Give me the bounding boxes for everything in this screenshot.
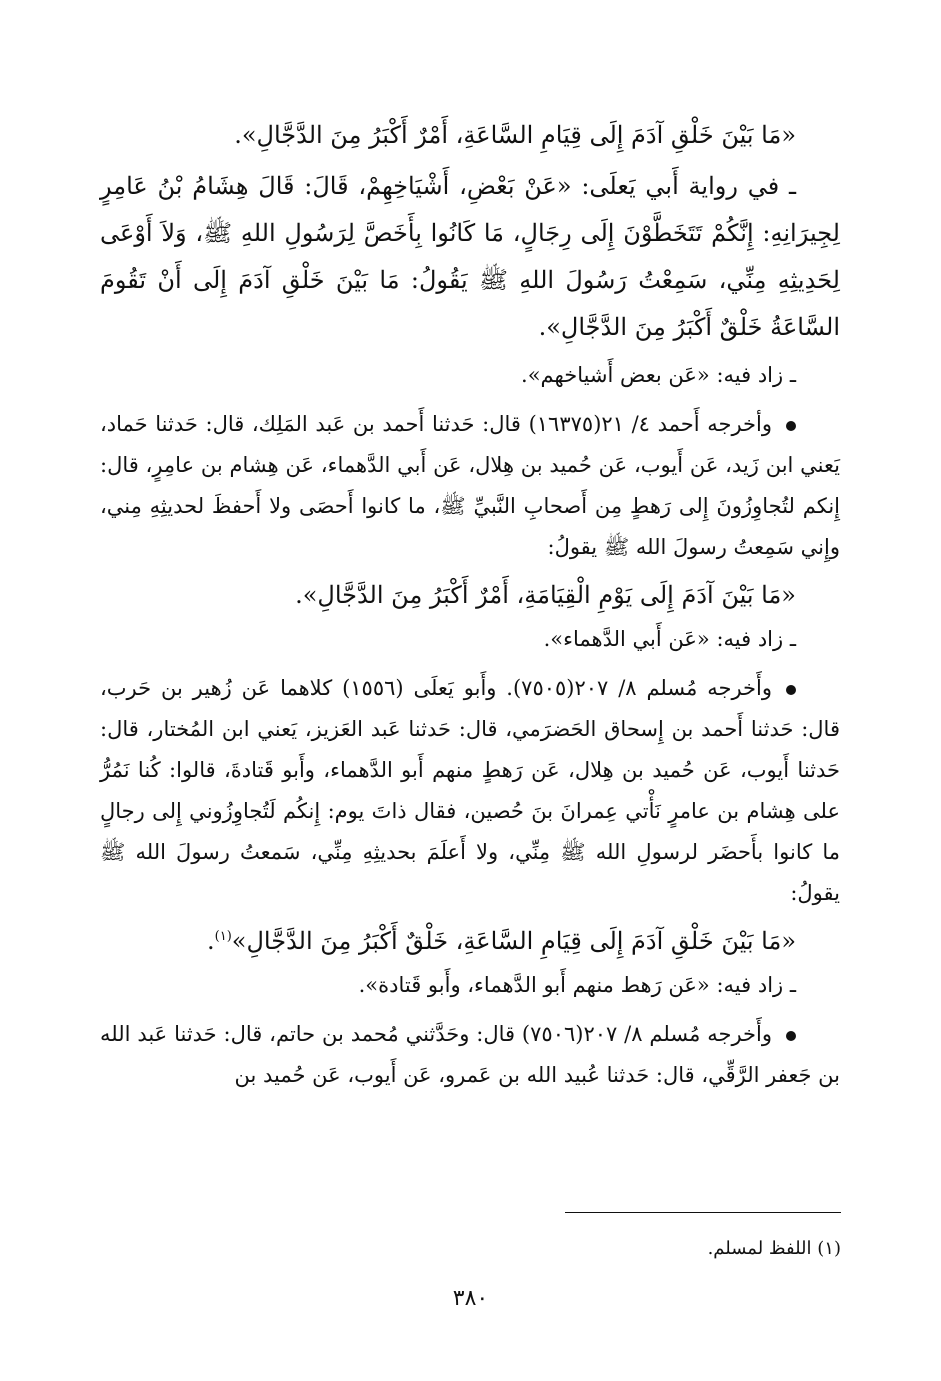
narration-abu-yala: ـ في رواية أَبي يَعلَى: «عَنْ بَعْضِ، أَشْيَاخِهِمْ، قَالَ: قَالَ هِشَامُ بْنُ عَامِرٍ لِجِيرَانِهِ: إِنَّكُمْ تَتَخَطَّوْنَ إِلَى رِجَالٍ، مَا كَانُوا بِأَخَصَّ لِرَسُولِ اللهِ ﷺ، وَلاَ أَوْعَى لِحَدِيثِهِ مِنِّي، سَمِعْتُ رَسُولَ اللهِ ﷺ يَقُولُ: مَا بَيْنَ خَلْقِ آدَمَ إِلَى أَنْ تَقُومَ السَّاعَةُ خَلْقٌ أَكْبَرُ مِنَ الدَّجَّالِ».: [100, 172, 840, 341]
bullet-icon: [786, 1031, 796, 1041]
page-body: [100, 112, 840, 1096]
takhrij-ahmad-text: وأخرجه أَحمد ٤/ ٢١(١٦٣٧٥) قال: حَدثنا أَحمد بن عَبد المَلِك، قال: حَدثنا حَماد، يَعني ابن زَيد، عَن أَيوب، عَن حُميد بن هِلال، عَن أَبي الدَّهماء، عَن هِشام بن عامِرٍ، قال: إِنكم لتُجاوِزُونَ إِلى رَهطٍ مِن أَصحابِ النَّبيِّ ﷺ، ما كانوا أَحصَى ولا أَحفظَ لحديثِهِ مِني، وإِني سَمِعتُ رسولَ الله ﷺ يقولُ:: [100, 412, 840, 559]
footnote-reference: (١): [214, 929, 232, 944]
addition-note-1: ـ زاد فيه: «عَن بعض أَشياخهم».: [521, 363, 796, 387]
addition-note-3: ـ زاد فيه: «عَن رَهط منهم أَبو الدَّهماء، وأَبو قَتادة».: [358, 973, 796, 997]
takhrij-muslim-1: [100, 668, 840, 914]
hadith-text-3: «مَا بَيْنَ خَلْقِ آدَمَ إِلَى قِيَامِ السَّاعَةِ، خَلْقٌ أَكْبَرُ مِنَ الدَّجَّالِ»$^{(١)}$.: [207, 927, 796, 955]
footnote: (١) اللفظ لمسلم.: [707, 1238, 841, 1259]
hadith-text-3-body: «مَا بَيْنَ خَلْقِ آدَمَ إِلَى قِيَامِ السَّاعَةِ، خَلْقٌ أَكْبَرُ مِنَ الدَّجَّالِ»: [231, 927, 796, 955]
footnote-divider: [565, 1212, 841, 1213]
takhrij-muslim-2: [100, 1014, 840, 1096]
takhrij-ahmad: [100, 404, 840, 568]
takhrij-muslim-1-text: وأَخرجه مُسلم ٨/ ٢٠٧(٧٥٠٥). وأَبو يَعلَى (١٥٥٦) كلاهما عَن زُهير بن حَرب، قال: حَدثنا أَحمد بن إِسحاق الحَضرَمي، قال: حَدثنا عَبد العَزيز، يَعني ابن المُختار، قال: حَدثنا أَيوب، عَن حُميد بن هِلال، عَن رَهطٍ منهم أَبو الدَّهماء، وأَبو قَتادةَ، قالوا: كُنا نَمُرُّ على هِشام بن عامرٍ نَأْتي عِمرانَ بنَ حُصين، فقال ذاتَ يوم: إِنكُم لَتُجاوِزُوني إِلى رجالٍ ما كانوا بأَحضَر لرسولِ الله ﷺ مِنِّي، ولا أَعلَمَ بحديثِهِ مِنِّي، سَمعتُ رسولَ الله ﷺ يقولُ:: [100, 676, 840, 905]
hadith-text-2: «مَا بَيْنَ آدَمَ إِلَى يَوْمِ الْقِيَامَةِ، أَمْرٌ أَكْبَرُ مِنَ الدَّجَّالِ».: [295, 581, 796, 609]
addition-note-2: ـ زاد فيه: «عَن أَبي الدَّهماء».: [543, 627, 796, 651]
bullet-icon: [786, 421, 796, 431]
takhrij-muslim-2-text: وأَخرجه مُسلم ٨/ ٢٠٧(٧٥٠٦) قال: وحَدَّثني مُحمد بن حاتم، قال: حَدثنا عَبد الله بن جَعفر الرَّقِّي، قال: حَدثنا عُبيد الله بن عَمرو، عَن أَيوب، عَن حُميد بن: [100, 1022, 840, 1087]
bullet-icon: [786, 685, 796, 695]
page-number: ٣٨٠: [452, 1286, 489, 1311]
hadith-text-1: «مَا بَيْنَ خَلْقِ آدَمَ إِلَى قِيَامِ السَّاعَةِ، أَمْرٌ أَكْبَرُ مِنَ الدَّجَّالِ».: [234, 121, 796, 149]
